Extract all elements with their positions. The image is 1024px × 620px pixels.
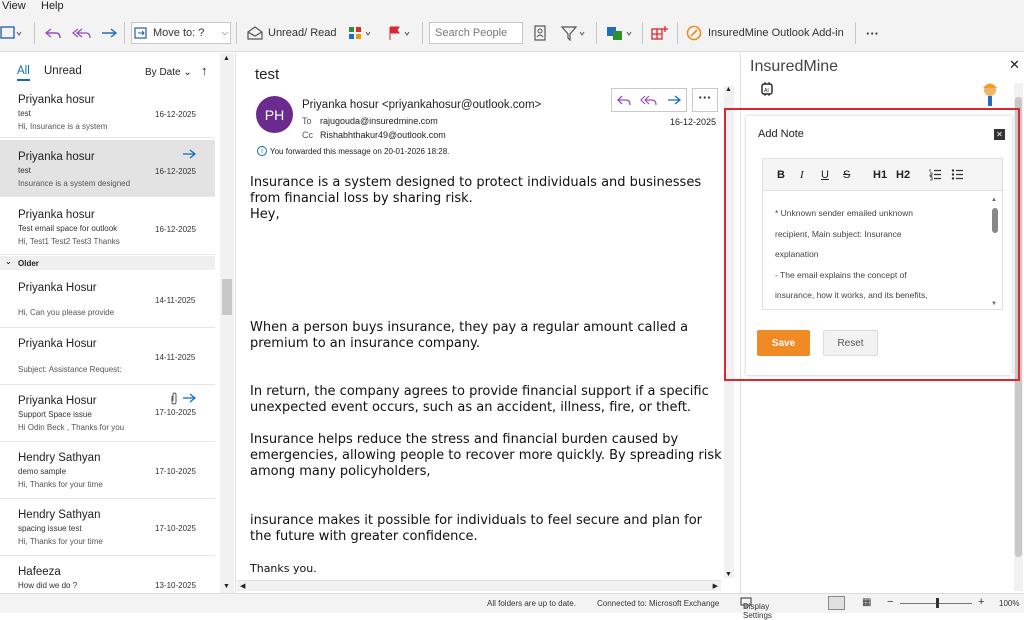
list-item-date: 14-11-2025 (155, 296, 196, 305)
sort-by-date-button[interactable] (145, 67, 192, 78)
move-to-label: Move to: ? (153, 27, 205, 39)
note-line: - The email explains the concept of (775, 269, 907, 280)
filter-unread-tab[interactable]: Unread (44, 65, 82, 77)
scroll-thumb[interactable] (222, 279, 232, 315)
list-item[interactable] (0, 443, 215, 499)
reading-horizontal-scrollbar[interactable] (237, 580, 721, 591)
apps-icon (651, 25, 669, 41)
scroll-thumb[interactable] (992, 208, 998, 233)
list-item-preview: Hi, Can you please provide (18, 308, 115, 317)
list-item-subject: How did we do ? (18, 581, 78, 590)
body-paragraph: Insurance is a system designed to protect individuals and businesses from financial loss by sharing risk. Hey, (250, 175, 702, 222)
list-item-preview: Hi, Thanks for your time (18, 537, 103, 546)
display-settings-label: Display Settings (743, 602, 772, 620)
note-line: recipient, Main subject: Insurance (775, 228, 902, 239)
list-item-date: 16-12-2025 (155, 167, 196, 176)
forwarded-info-text: You forwarded this message on 20-01-2026 18:28. (270, 146, 450, 156)
translate-button[interactable] (606, 22, 634, 44)
close-icon[interactable]: ✕ (1009, 57, 1020, 72)
categorize-button[interactable] (347, 22, 373, 44)
list-item-date: 16-12-2025 (155, 110, 196, 119)
group-header-label: Older (18, 259, 39, 268)
reply-all-icon (72, 25, 92, 41)
menu-view[interactable]: View (2, 0, 26, 12)
avatar-initials: PH (264, 106, 285, 123)
search-people-field[interactable] (429, 22, 523, 44)
body-paragraph: In return, the company agrees to provide financial support if a specific unexpected event occurs, such as an accident, illness, fire, or theft. (250, 384, 709, 415)
format-toolbar (763, 159, 1002, 191)
to-recipient: rajugouda@insuredmine.com (320, 116, 438, 126)
list-item-sender: Priyanka hosur (18, 94, 95, 106)
new-item-button[interactable] (0, 22, 22, 44)
insuredmine-addin-label: InsuredMine Outlook Add-in (708, 27, 844, 39)
scroll-left-icon[interactable]: ◀ (240, 583, 246, 590)
body-paragraph: insurance makes it possible for individuals to feel secure and plan for the future with greater confidence. (250, 513, 703, 544)
user-avatar-icon[interactable] (977, 81, 1003, 111)
list-item-selected[interactable] (0, 140, 215, 197)
forwarded-icon (182, 148, 196, 160)
forward-icon (100, 25, 118, 41)
list-item-subject: test (18, 109, 31, 118)
list-item-subject: test (18, 166, 31, 175)
sort-direction-icon[interactable]: ↑ (201, 63, 208, 78)
chevron-down-icon: ⌵ (221, 28, 228, 37)
more-options-icon: ··· (866, 25, 879, 41)
reading-view-icon[interactable]: ▦ (862, 597, 872, 608)
info-icon: i (257, 146, 267, 156)
flag-button[interactable] (387, 22, 413, 44)
list-item-subject: demo sample (18, 467, 67, 476)
list-item-date: 17-10-2025 (155, 408, 196, 417)
translate-icon (606, 25, 634, 41)
reply-icon[interactable] (616, 93, 632, 108)
svg-text:AI: AI (764, 88, 769, 94)
forward-icon[interactable] (666, 93, 682, 108)
note-text-area[interactable] (775, 203, 985, 306)
list-item-sender: Priyanka hosur (18, 151, 95, 163)
sender-avatar (256, 96, 293, 133)
note-scrollbar[interactable] (990, 197, 1000, 307)
address-book-button[interactable] (532, 22, 548, 44)
add-note-panel (724, 108, 1020, 381)
list-item-sender: Hafeeza (18, 566, 61, 578)
forwarded-icon (182, 392, 196, 404)
forward-button[interactable] (100, 22, 118, 44)
reply-actions-group (611, 88, 687, 112)
list-item[interactable] (0, 557, 215, 593)
list-item-sender: Priyanka hosur (18, 209, 95, 221)
bullet-list-icon[interactable] (951, 168, 964, 181)
list-item-preview: Insurance is a system designed (18, 179, 131, 188)
addin-title: InsuredMine (750, 58, 839, 75)
list-item-subject: spacing issue test (18, 524, 82, 533)
more-icon: ··· (698, 90, 712, 105)
list-item[interactable] (0, 500, 215, 556)
save-button[interactable] (757, 330, 810, 356)
display-settings-button[interactable] (740, 597, 772, 620)
chevron-down-icon: ⌄ (5, 257, 12, 266)
more-options-button[interactable] (866, 22, 879, 44)
list-item-date: 13-10-2025 (155, 581, 196, 590)
envelope-open-icon (246, 25, 264, 41)
folders-status: All folders are up to date. (487, 599, 576, 608)
list-item-date: 17-10-2025 (155, 467, 196, 476)
group-header-older[interactable] (0, 256, 215, 270)
status-bar (0, 593, 1024, 620)
list-item-preview: Hi Odin Beck , Thanks for you (18, 423, 125, 432)
list-item[interactable] (0, 271, 215, 328)
list-item-sender: Hendry Sathyan (18, 452, 101, 464)
message-date: 16-12-2025 (670, 117, 717, 127)
ordered-list-icon[interactable] (929, 168, 942, 181)
list-item-sender: Priyanka Hosur (18, 282, 97, 294)
reset-label: Reset (837, 337, 864, 349)
cc-label: Cc (302, 130, 313, 140)
address-book-icon (532, 25, 548, 41)
list-item-preview: Hi, Thanks for your time (18, 480, 103, 489)
list-item[interactable] (0, 386, 215, 442)
scroll-up-icon[interactable]: ▲ (725, 86, 732, 93)
zoom-level: 100% (999, 599, 1020, 608)
reading-pane (237, 53, 739, 593)
list-item[interactable] (0, 199, 215, 255)
ai-chip-icon[interactable] (759, 81, 775, 97)
message-list (0, 53, 236, 593)
zoom-in-button[interactable]: + (978, 596, 985, 608)
strikethrough-button[interactable]: S (843, 169, 851, 181)
message-list-scrollbar[interactable] (220, 53, 234, 593)
list-item-sender: Priyanka Hosur (18, 338, 97, 350)
cc-recipient: Rishabhthakur49@outlook.com (320, 130, 446, 140)
reply-all-button[interactable] (72, 22, 92, 44)
forwarded-info (257, 146, 449, 156)
list-item-preview: Hi, Insurance is a system (18, 122, 108, 131)
unread-read-button[interactable] (246, 22, 337, 44)
to-label: To (302, 116, 312, 126)
unread-read-label: Unread/ Read (268, 27, 337, 39)
insuredmine-logo-icon (686, 25, 702, 41)
chevron-down-icon: ⌄ (183, 67, 192, 78)
search-people-placeholder: Search People (435, 27, 508, 39)
connection-status: Connected to: Microsoft Exchange (597, 599, 720, 608)
sender-line: Priyanka hosur <priyankahosur@outlook.com> (302, 99, 542, 111)
insuredmine-addin-pane (740, 53, 1024, 593)
filter-icon (560, 25, 588, 41)
heading2-button[interactable]: H2 (896, 169, 911, 181)
list-item-subject: Support Space issue (18, 410, 92, 419)
normal-view-button[interactable] (828, 596, 845, 610)
list-item[interactable] (0, 329, 215, 385)
list-item-date: 16-12-2025 (155, 225, 196, 234)
scroll-up-icon[interactable]: ▲ (223, 55, 230, 62)
body-paragraph: When a person buys insurance, they pay a regular amount called a premium to an insurance company. (250, 320, 689, 351)
sort-label: By Date (145, 67, 181, 78)
move-to-icon (134, 26, 150, 40)
menu-bar (0, 0, 1024, 14)
list-item[interactable] (0, 83, 215, 138)
rich-text-editor[interactable] (762, 158, 1003, 310)
toolbar (0, 14, 1024, 52)
scroll-up-icon[interactable]: ▲ (991, 197, 997, 203)
list-item-date: 14-11-2025 (155, 353, 196, 362)
list-item-preview: Hi, Test1 Test2 Test3 Thanks (18, 237, 120, 246)
reply-icon (44, 25, 62, 41)
list-item-sender: Priyanka Hosur (18, 395, 97, 407)
list-item-preview: Subject: Assistance Request: (18, 365, 122, 374)
list-item-subject: Test email space for outlook (18, 224, 118, 233)
categorize-icon (347, 25, 373, 41)
body-paragraph: Insurance helps reduce the stress and financial burden caused by emergencies, allowing people to recover more quickly. By spreading risk among many policyholders, (250, 432, 722, 479)
note-line: * Unknown sender emailed unknown (775, 208, 913, 218)
message-more-button[interactable] (692, 88, 718, 112)
reply-button[interactable] (44, 22, 62, 44)
apps-button[interactable] (651, 22, 669, 44)
body-signoff: Thanks you. (250, 562, 317, 575)
insuredmine-addin-button[interactable] (686, 22, 844, 44)
save-label: Save (771, 337, 796, 349)
scroll-down-icon[interactable]: ▼ (991, 301, 997, 307)
underline-button[interactable]: U (821, 169, 829, 181)
move-to-dropdown[interactable] (131, 22, 231, 44)
attachment-icon (169, 392, 179, 405)
add-note-inner (746, 116, 1012, 375)
message-subject: test (255, 66, 280, 83)
reply-all-icon[interactable] (640, 93, 658, 108)
zoom-slider-thumb[interactable] (936, 598, 939, 608)
note-line: explanation (775, 249, 819, 259)
add-note-close-button[interactable]: ✕ (994, 129, 1005, 140)
add-note-title: Add Note (758, 128, 804, 140)
italic-button[interactable]: I (800, 169, 804, 181)
heading1-button[interactable]: H1 (873, 169, 888, 181)
list-item-date: 17-10-2025 (155, 524, 196, 533)
filter-button[interactable] (560, 22, 588, 44)
flag-icon (387, 25, 413, 41)
new-item-icon (0, 25, 22, 41)
menu-help[interactable]: Help (41, 0, 64, 12)
filter-all-tab[interactable]: All (17, 65, 30, 81)
list-item-sender: Hendry Sathyan (18, 509, 101, 521)
zoom-out-button[interactable]: − (887, 596, 894, 608)
note-line: insurance, how it works, and its benefits, (775, 290, 928, 300)
scroll-down-icon[interactable]: ▼ (223, 583, 230, 590)
reset-button[interactable] (823, 330, 878, 356)
scroll-down-icon[interactable]: ▼ (725, 571, 732, 578)
bold-button[interactable]: B (777, 169, 785, 181)
scroll-right-icon[interactable]: ▶ (712, 583, 718, 590)
